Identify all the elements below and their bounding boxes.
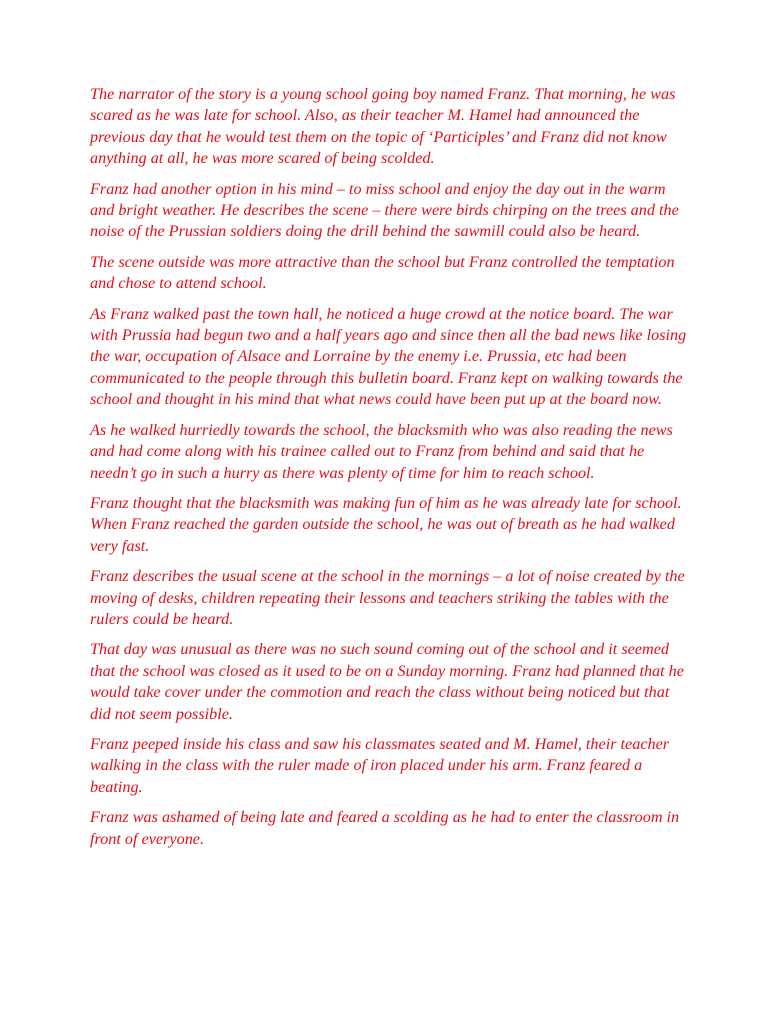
paragraph-1: The narrator of the story is a young school going boy named Franz. That morning, he was scared as he was late for school. Also, as their teacher M. Hamel had announced the previous day that he would test them on the topic of ‘Participles’ and Franz did not know anything at all, he was more scared of being scolded. — [90, 85, 676, 168]
paragraph-3: The scene outside was more attractive than the school but Franz controlled the temptation and chose to attend school. — [90, 252, 675, 293]
paragraph-6: Franz thought that the blacksmith was making fun of him as he was already late for school. When Franz reached the garden outside the school, he was out of breath as he had walked very fast. — [90, 493, 682, 555]
paragraph-7: Franz describes the usual scene at the school in the mornings – a lot of noise created by the moving of desks, children repeating their lessons and teachers striking the tables with the rulers could be heard. — [90, 567, 685, 628]
paragraph-8: That day was unusual as there was no such sound coming out of the school and it seemed that the school was closed as it used to be on a Sunday morning. Franz had planned that he would take cover under the commotion and reach the class without being noticed but that did not seem possible. — [90, 640, 684, 723]
paragraph-5: As he walked hurriedly towards the school, the blacksmith who was also reading the news and had come along with his trainee called out to Franz from behind and said that he needn’t go in such a hurry as there was plenty of time for him to reach school. — [90, 420, 673, 482]
paragraph-9: Franz peeped inside his class and saw his classmates seated and M. Hamel, their teacher walking in the class with the ruler made of iron placed under his arm. Franz feared a beating. — [90, 734, 670, 796]
paragraph-4: As Franz walked past the town hall, he noticed a huge crowd at the notice board. The war with Prussia had begun two and a half years ago and since then all the bad news like losing the war, occupation of Alsace and Lorraine by the enemy i.e. Prussia, etc had been communicated to the people through this bulletin board. Franz kept on walking towards the school and thought in his mind that what news could have been put up at the board now. — [90, 304, 687, 409]
document-page — [90, 84, 690, 859]
paragraph-2: Franz had another option in his mind – to miss school and enjoy the day out in the warm and bright weather. He describes the scene – there were birds chirping on the trees and the noise of the Prussian soldiers doing the drill behind the sawmill could also be heard. — [90, 179, 679, 241]
paragraph-10: Franz was ashamed of being late and feared a scolding as he had to enter the classroom in front of everyone. — [90, 808, 680, 848]
